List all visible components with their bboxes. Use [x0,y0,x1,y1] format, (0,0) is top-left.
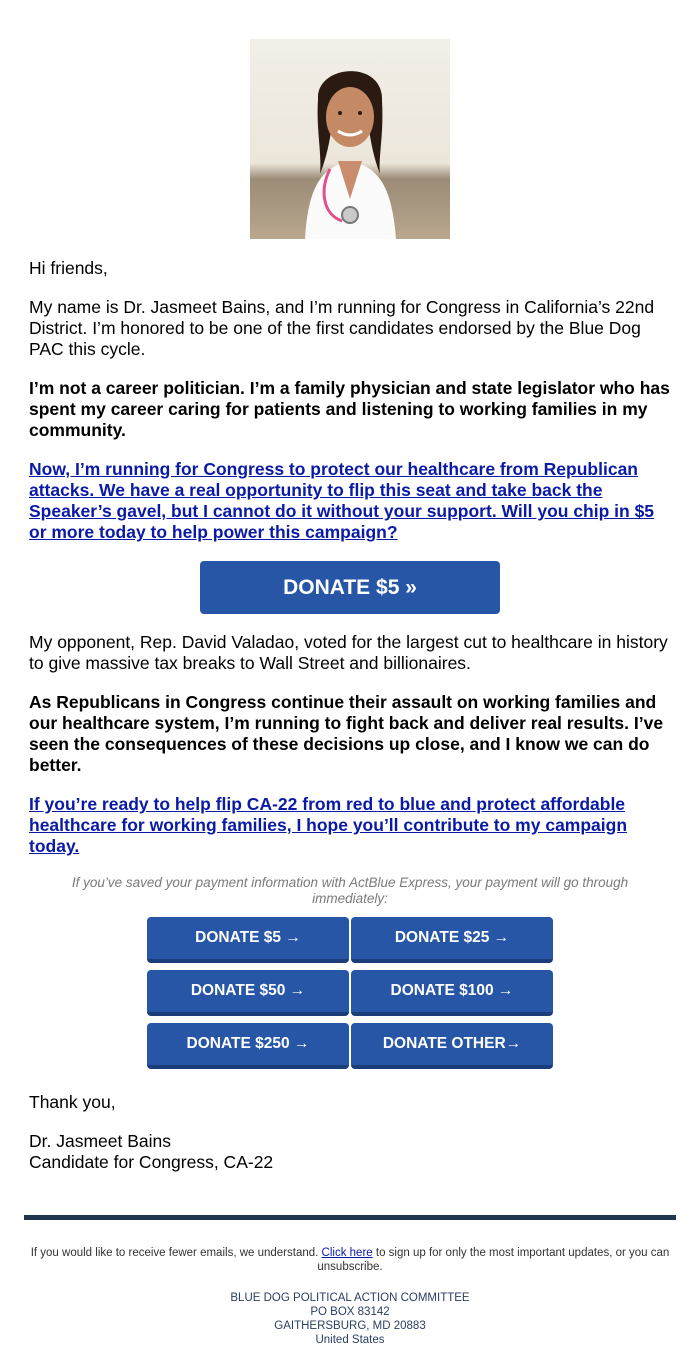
opponent-paragraph: My opponent, Rep. David Valadao, voted for the largest cut to healthcare in history to give massive tax breaks to Wall Street and billionaires. [29,632,668,673]
donate-25-button[interactable]: DONATE $25 → [351,917,553,963]
greeting: Hi friends, [29,258,108,278]
donate-5-main-button[interactable]: DONATE $5 » [200,561,500,614]
footer-text-post: to sign up for only the most important updates, or you can unsubscribe. [317,1247,670,1273]
donate-link-1[interactable]: Now, I’m running for Congress to protect our healthcare from Republican attacks. We have a real opportunity to flip this seat and take back the Speaker’s gavel, but I cannot do it without your support. Will you chip in $5 or more today to help power this campaign? [29,459,655,542]
address-line: BLUE DOG POLITICAL ACTION COMMITTEE [230,1292,470,1304]
donate-other-button[interactable]: DONATE OTHER→ [351,1023,553,1069]
address-line: GAITHERSBURG, MD 20883 [274,1320,426,1332]
footer-divider [24,1215,676,1220]
closing: Thank you, [29,1092,116,1112]
mailing-address [150,1291,550,1347]
donate-50-button[interactable]: DONATE $50 → [147,970,349,1016]
signature-name: Dr. Jasmeet Bains [29,1131,171,1151]
candidate-photo [250,39,450,239]
donate-5-button[interactable]: DONATE $5 → [147,917,349,963]
click-here-link[interactable]: Click here [321,1247,373,1259]
signature [29,1131,675,1173]
footer-text-pre: If you would like to receive fewer emails, we understand. [30,1247,322,1259]
donate-link-2[interactable]: If you’re ready to help flip CA-22 from red to blue and protect affordable healthcare for working families, I hope you’ll contribute to my campaign today. [29,794,628,856]
republicans-paragraph: As Republicans in Congress continue their assault on working families and our healthcare system, I’m running to fight back and deliver real results. I’ve seen the consequences of these decisions up close, and I know we can do better. [29,692,664,775]
intro-paragraph: My name is Dr. Jasmeet Bains, and I’m running for Congress in California’s 22nd District. I’m honored to be one of the first candidates endorsed by the Blue Dog PAC this cycle. [29,297,655,359]
address-line: PO BOX 83142 [310,1306,390,1318]
signature-title: Candidate for Congress, CA-22 [29,1152,274,1172]
address-line: United States [315,1334,385,1346]
bio-paragraph: I’m not a career politician. I’m a family physician and state legislator who has spent my career caring for patients and listening to working families in my community. [29,378,670,440]
actblue-note: If you’ve saved your payment information with ActBlue Express, your payment will go through immediately: [71,875,629,906]
donate-250-button[interactable]: DONATE $250 → [147,1023,349,1069]
donate-100-button[interactable]: DONATE $100 → [351,970,553,1016]
footer-unsubscribe-text [24,1246,676,1274]
